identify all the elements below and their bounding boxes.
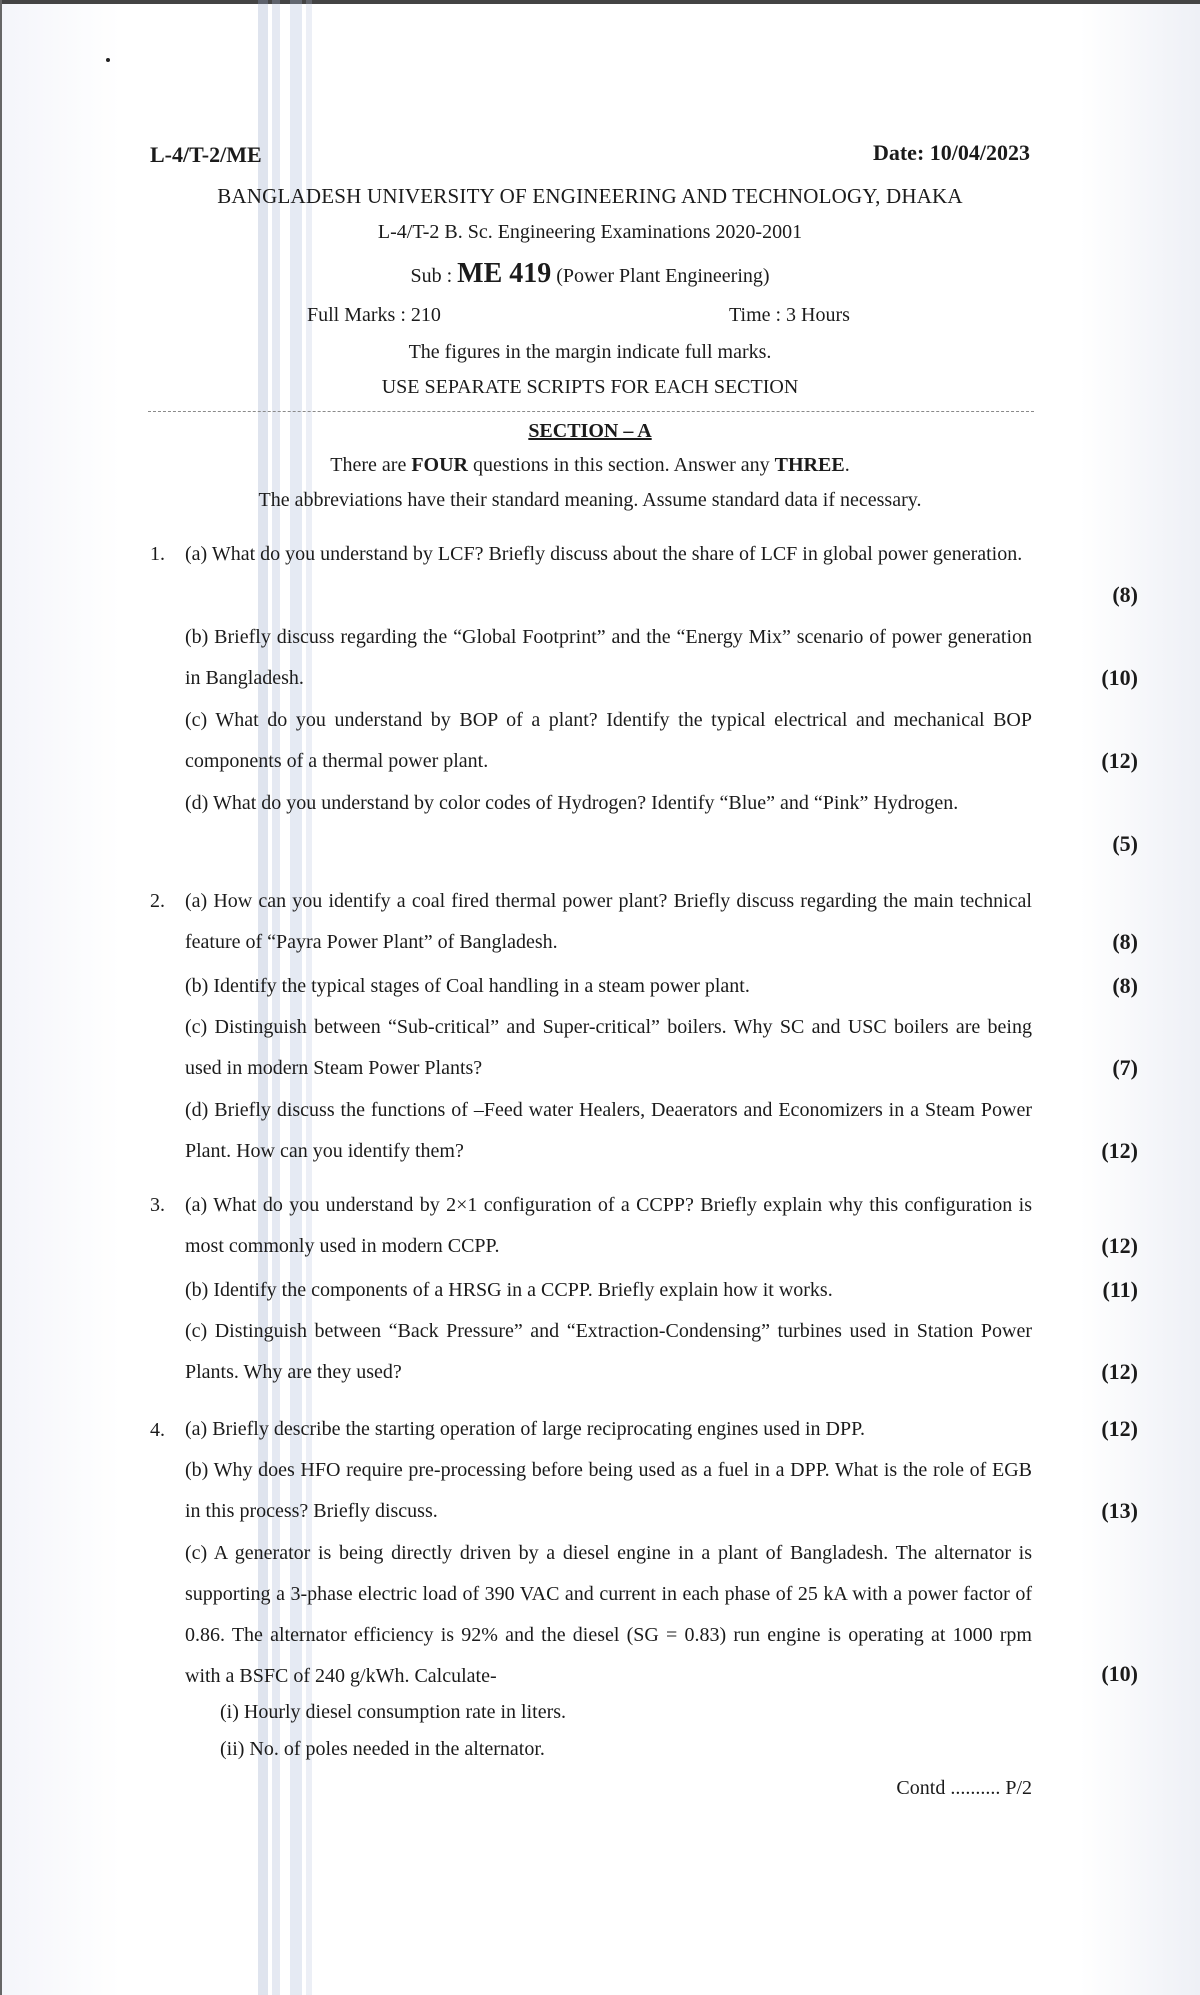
question-part: (b) Briefly discuss regarding the “Global Footprint” and the “Energy Mix” scenario of power generation in Bangladesh.	[185, 626, 1032, 689]
question-part: (c) A generator is being directly driven by a diesel engine in a plant of Bangladesh. The alternator is supporting a 3-phase electric load of 390 VAC and current in each phase of 25 kA with a power factor of 0.86. The alternator efficiency is 92% and the diesel (SG = 0.83) run engine is operating at 1000 rpm with a BSFC of 240 g/kWh. Calculate-	[185, 1542, 1032, 1687]
marks: (12)	[1101, 748, 1138, 773]
question-part: (c) Distinguish between “Sub-critical” and Super-critical” boilers. Why SC and USC boilers are being used in modern Steam Power Plants?	[185, 1016, 1032, 1079]
marks: (12)	[1101, 1359, 1138, 1384]
marks: (11)	[1102, 1277, 1138, 1302]
question-part: (b) Identify the typical stages of Coal handling in a steam power plant.	[185, 975, 750, 997]
sub-question: (i) Hourly diesel consumption rate in liters.	[220, 1701, 567, 1723]
marks: (5)	[1112, 831, 1138, 856]
marks: (8)	[1112, 929, 1138, 954]
question-part: (b) Why does HFO require pre-processing before being used as a fuel in a DPP. What is the role of EGB in this process? Briefly discuss.	[185, 1459, 1032, 1522]
marks: (12)	[1101, 1416, 1138, 1441]
marks: (8)	[1112, 973, 1138, 998]
continued-note: Contd .......... P/2	[896, 1777, 1032, 1799]
instruction-bold: THREE	[774, 454, 845, 476]
subject-code: ME 419	[457, 258, 552, 289]
marks: (10)	[1101, 1661, 1138, 1686]
exam-time: Time : 3 Hours	[729, 304, 850, 326]
instruction-bold: FOUR	[411, 454, 469, 476]
scan-border-top	[0, 0, 1200, 4]
marks: (10)	[1101, 665, 1138, 690]
university-name: BANGLADESH UNIVERSITY OF ENGINEERING AND TECHNOLOGY, DHAKA	[217, 184, 963, 208]
question-part: (b) Identify the components of a HRSG in a CCPP. Briefly explain how it works.	[185, 1279, 833, 1301]
section-title: SECTION – A	[528, 420, 652, 442]
scripts-note: USE SEPARATE SCRIPTS FOR EACH SECTION	[381, 376, 799, 398]
question-part: (a) What do you understand by 2×1 configuration of a CCPP? Briefly explain why this configuration is most commonly used in modern CCPP.	[185, 1194, 1032, 1257]
question-part: (d) What do you understand by color codes of Hydrogen? Identify “Blue” and “Pink” Hydrogen.	[185, 792, 959, 814]
question-part: (a) Briefly describe the starting operation of large reciprocating engines used in DPP.	[185, 1418, 865, 1440]
divider	[148, 411, 1034, 412]
marks: (7)	[1112, 1055, 1138, 1080]
question-part: (c) What do you understand by BOP of a plant? Identify the typical electrical and mechanical BOP components of a thermal power plant.	[185, 709, 1032, 772]
question-number: 4.	[150, 1419, 165, 1441]
marks: (13)	[1101, 1498, 1138, 1523]
exam-title: L-4/T-2 B. Sc. Engineering Examinations 2020-2001	[377, 221, 803, 243]
marks: (8)	[1112, 582, 1138, 607]
question-part: (d) Briefly discuss the functions of –Feed water Healers, Deaerators and Economizers in a Steam Power Plant. How can you identify them?	[185, 1099, 1032, 1162]
course-code: L-4/T-2/ME	[150, 142, 262, 167]
question-number: 3.	[150, 1194, 165, 1216]
question-part: (a) How can you identify a coal fired thermal power plant? Briefly discuss regarding the main technical feature of “Payra Power Plant” of Bangladesh.	[185, 890, 1032, 953]
scan-border-left	[0, 0, 2, 1995]
question-part: (c) Distinguish between “Back Pressure” and “Extraction-Condensing” turbines used in Station Power Plants. Why are they used?	[185, 1320, 1032, 1383]
instruction-text: There are	[330, 454, 412, 476]
subject-prefix: Sub :	[410, 265, 458, 287]
marks: (12)	[1101, 1233, 1138, 1258]
exam-date: Date: 10/04/2023	[872, 140, 1030, 165]
abbreviation-note: The abbreviations have their standard meaning. Assume standard data if necessary.	[258, 489, 922, 511]
full-marks: Full Marks : 210	[307, 304, 441, 326]
scan-speck	[106, 58, 110, 62]
instruction-text: .	[844, 454, 850, 476]
subject-line	[150, 258, 1030, 290]
margin-note: The figures in the margin indicate full marks.	[408, 341, 772, 363]
instruction-text: questions in this section. Answer any	[468, 454, 775, 476]
marks: (12)	[1101, 1138, 1138, 1163]
subject-name: (Power Plant Engineering)	[551, 265, 770, 287]
section-instruction	[150, 454, 1030, 477]
question-number: 1.	[150, 543, 165, 565]
question-part: (a) What do you understand by LCF? Briefly discuss about the share of LCF in global power generation.	[185, 543, 1023, 565]
question-number: 2.	[150, 890, 165, 912]
sub-question: (ii) No. of poles needed in the alternator.	[220, 1738, 545, 1760]
